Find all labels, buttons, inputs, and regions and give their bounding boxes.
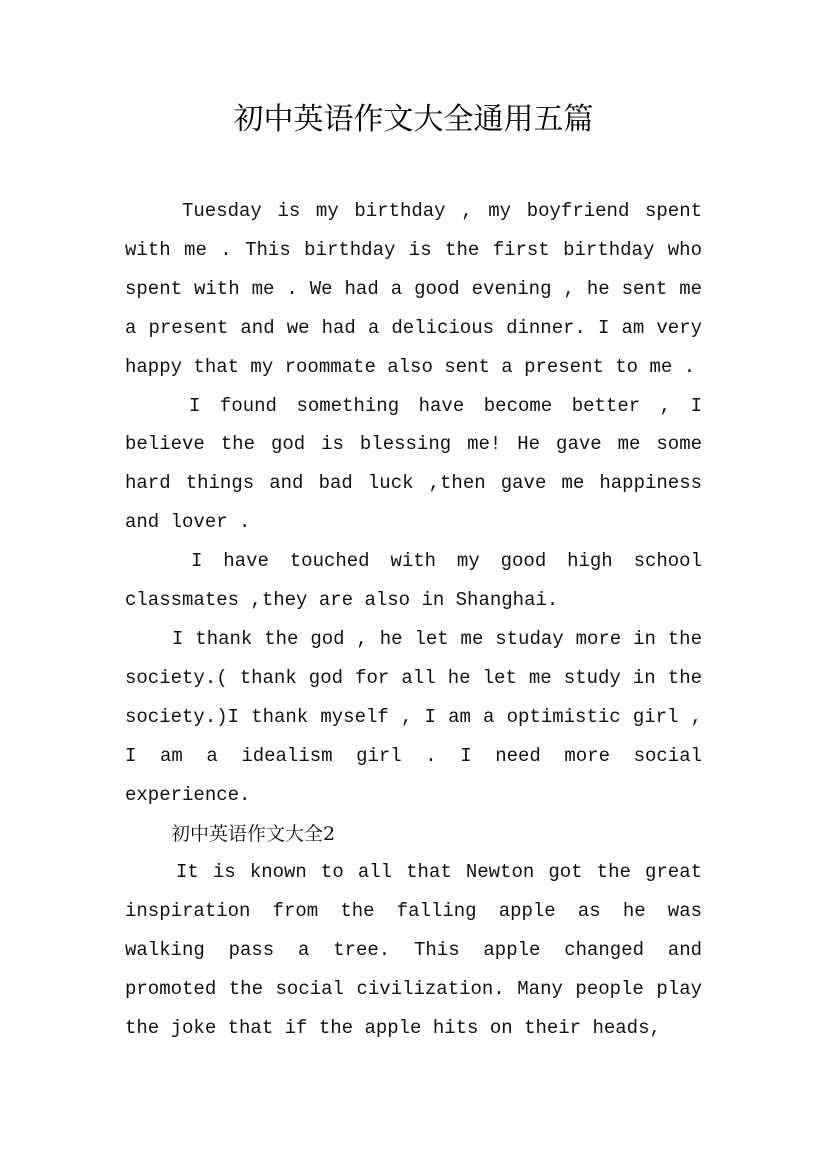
document-body bbox=[125, 192, 702, 1048]
section-heading-2: 初中英语作文大全2 bbox=[171, 822, 336, 845]
document-title: 初中英语作文大全通用五篇 bbox=[233, 102, 594, 137]
paragraph-newton: It is known to all that Newton got the great inspiration from the falling apple as he was walking pass a tree. This apple changed and promoted the social civilization. Many people play the joke that if the apple hits on their heads, bbox=[125, 861, 702, 1040]
paragraph-classmates: I have touched with my good high school classmates ,they are also in Shanghai. bbox=[125, 550, 702, 612]
paragraph-birthday: Tuesday is my birthday , my boyfriend spent with me . This birthday is the first birthday who spent with me . We had a good evening , he sent me a present and we had a delicious dinner. I am very happy that my roommate also sent a present to me . bbox=[125, 200, 702, 378]
paragraph-blessing: I found something have become better , I believe the god is blessing me! He gave me some hard things and bad luck ,then gave me happiness and lover . bbox=[125, 394, 702, 534]
paragraph-thanks: I thank the god , he let me studay more in the society.( thank god for all he let me study in the society.)I thank myself , I am a optimistic girl , I am a idealism girl . I need more social experience. bbox=[125, 627, 702, 806]
